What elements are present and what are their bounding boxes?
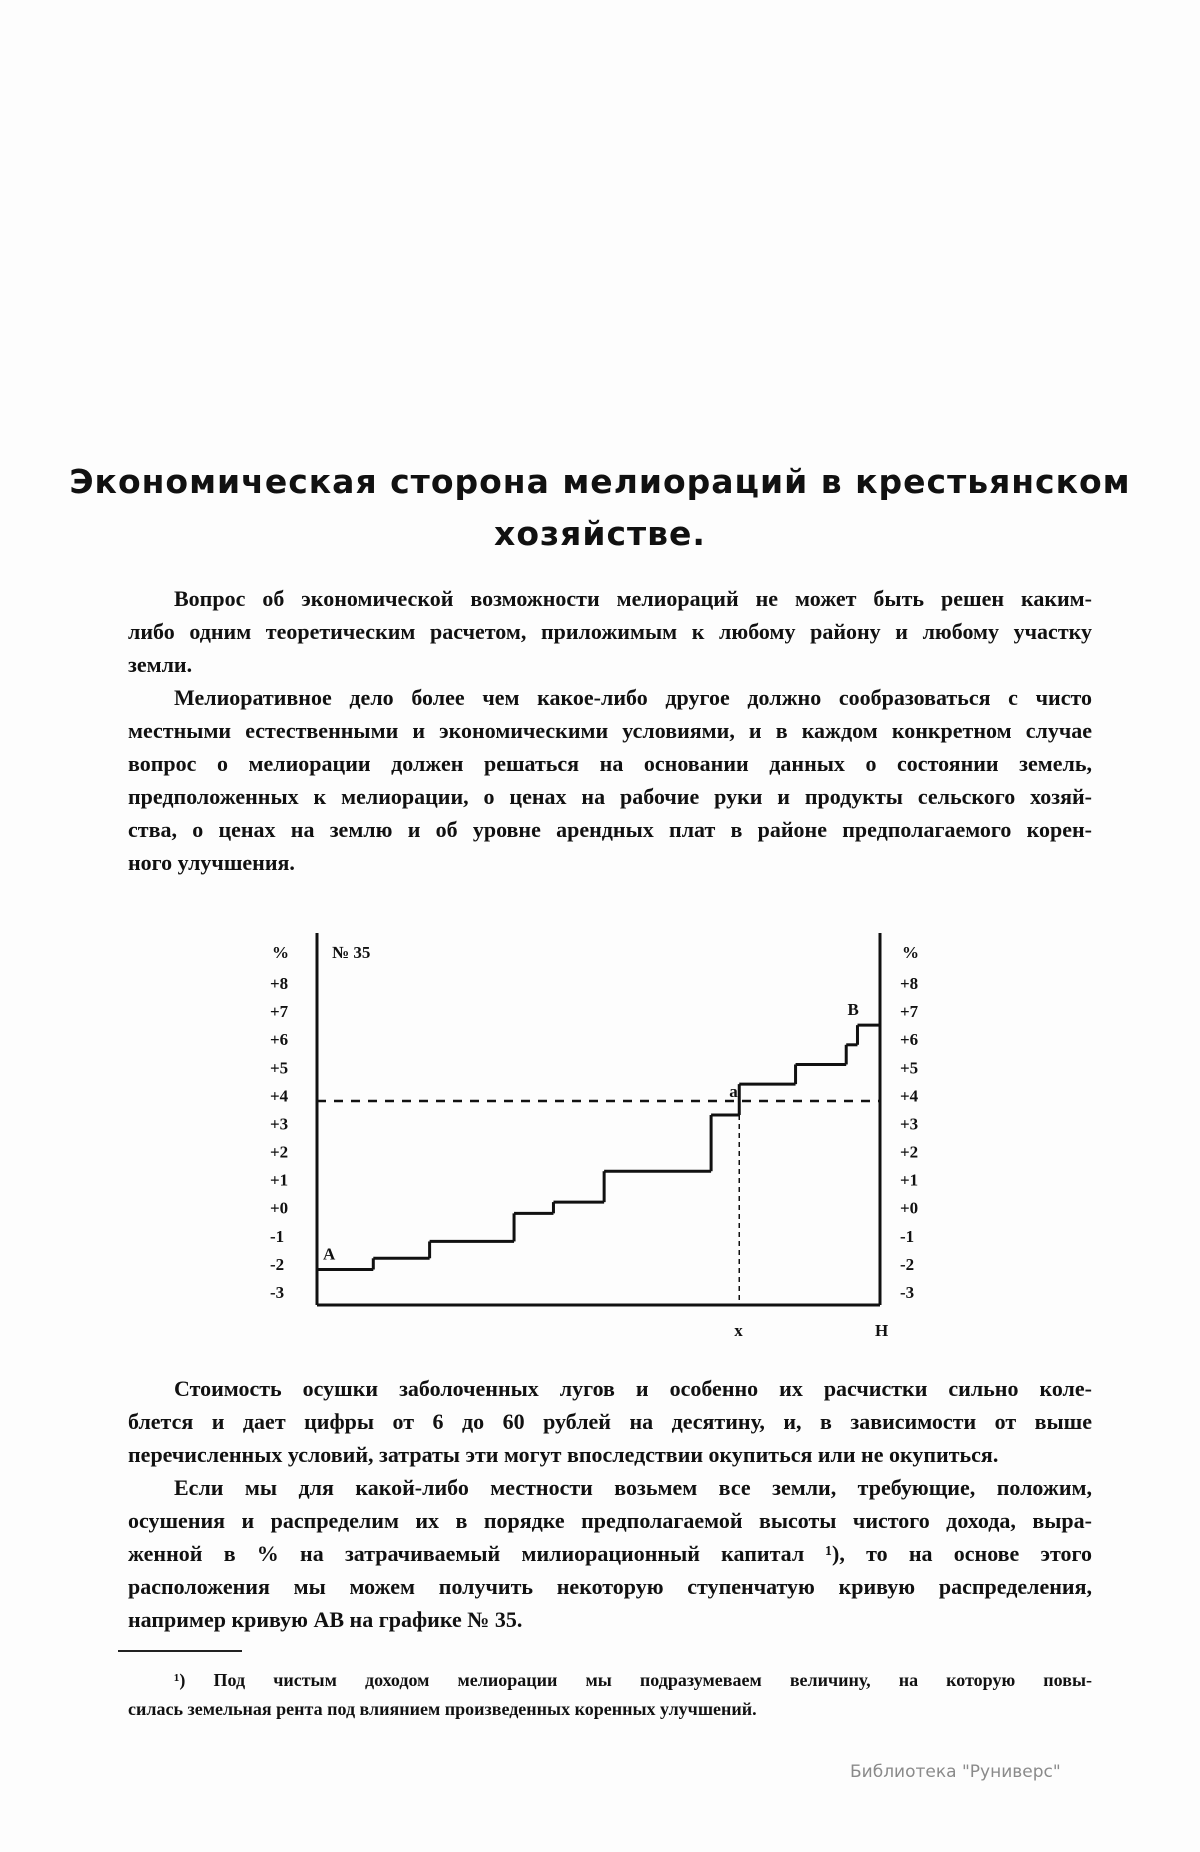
y-tick-right: +2 (900, 1142, 919, 1162)
intersection-label: a (729, 1081, 738, 1101)
text-line: либо одним теоретическим расчетом, приложимым к любому району и любому участку (128, 619, 1092, 644)
y-tick-left: +4 (270, 1086, 289, 1106)
right-axis-label: % (902, 943, 919, 962)
y-tick-right: +0 (900, 1198, 919, 1218)
y-tick-right: +4 (900, 1086, 919, 1106)
text-line: предположенных к мелиорации, о ценах на рабочие руки и продукты сельского хозяй- (128, 784, 1092, 809)
y-tick-left: -1 (270, 1226, 285, 1246)
x-marker-label: x (734, 1321, 743, 1340)
text-line: Мелиоративное дело более чем какое-либо другое должно сообразоваться с чисто (174, 685, 1092, 710)
text-line: осушения и распределим их в порядке предполагаемой высоты чистого дохода, выра- (128, 1508, 1092, 1533)
text-line: местными естественными и экономическими условиями, и в каждом конкретном случае (128, 718, 1092, 743)
end-label: H (875, 1321, 889, 1340)
text-line: блется и дает цифры от 6 до 60 рублей на десятину, и, в зависимости от выше (128, 1409, 1092, 1434)
y-tick-left: +8 (270, 974, 289, 993)
title-line-2: хозяйстве. (494, 514, 706, 553)
y-tick-left: +0 (270, 1198, 289, 1218)
text-line: женной в % на затрачиваемый милиорационный капитал ¹), то на основе этого (128, 1541, 1092, 1566)
point-b-label: B (847, 1000, 859, 1020)
y-tick-right: -2 (900, 1254, 915, 1274)
text-line: ства, о ценах на землю и об уровне арендных плат в районе предполагаемого корен- (128, 817, 1092, 842)
title-line-1: Экономическая сторона мелиораций в крестьянском (69, 462, 1131, 501)
body-text-bottom (128, 1372, 1092, 1636)
text-line: Стоимость осушки заболоченных лугов и особенно их расчистки сильно коле- (174, 1376, 1092, 1401)
point-a-label: A (323, 1244, 336, 1264)
text-line: например кривую AB на графике № 35. (128, 1607, 523, 1632)
y-tick-right: -1 (900, 1226, 915, 1246)
text-line: расположения мы можем получить некоторую ступенчатую кривую распределения, (128, 1574, 1092, 1599)
y-tick-left: +5 (270, 1058, 289, 1078)
text-line: силась земельная рента под влиянием произведенных коренных улучшений. (128, 1699, 757, 1719)
text-line: земли. (128, 652, 193, 677)
y-tick-left: +2 (270, 1142, 289, 1162)
chart-title: № 35 (332, 943, 371, 962)
text-line: вопрос о мелиорации должен решаться на основании данных о состоянии земель, (128, 751, 1092, 776)
y-tick-left: -3 (270, 1283, 285, 1302)
footnote (128, 1666, 1092, 1724)
watermark: Библиотека "Руниверс" (850, 1762, 1061, 1782)
y-tick-right: +1 (900, 1170, 919, 1190)
footnote-divider (118, 1650, 242, 1652)
y-tick-left: +7 (270, 1002, 289, 1022)
y-tick-left: -2 (270, 1254, 285, 1274)
text-line: Если мы для какой-либо местности возьмем все земли, требующие, положим, (174, 1475, 1092, 1500)
y-tick-right: +3 (900, 1114, 919, 1134)
y-tick-left: +3 (270, 1114, 289, 1134)
text-line: ¹) Под чистым доходом мелиорации мы подразумеваем величину, на которую повы- (174, 1670, 1092, 1690)
y-tick-right: +6 (900, 1030, 919, 1050)
y-tick-left: +6 (270, 1030, 289, 1050)
text-line: перечисленных условий, затраты эти могут впоследствии окупиться или не окупиться. (128, 1442, 999, 1467)
text-line: Вопрос об экономической возможности мелиораций не может быть решен каким- (174, 586, 1092, 611)
y-tick-right: +8 (900, 974, 919, 993)
y-tick-right: +7 (900, 1002, 919, 1022)
y-tick-left: +1 (270, 1170, 289, 1190)
text-line: ного улучшения. (128, 850, 295, 875)
left-axis-label: % (272, 943, 289, 962)
y-tick-right: +5 (900, 1058, 919, 1078)
y-tick-right: -3 (900, 1283, 915, 1302)
